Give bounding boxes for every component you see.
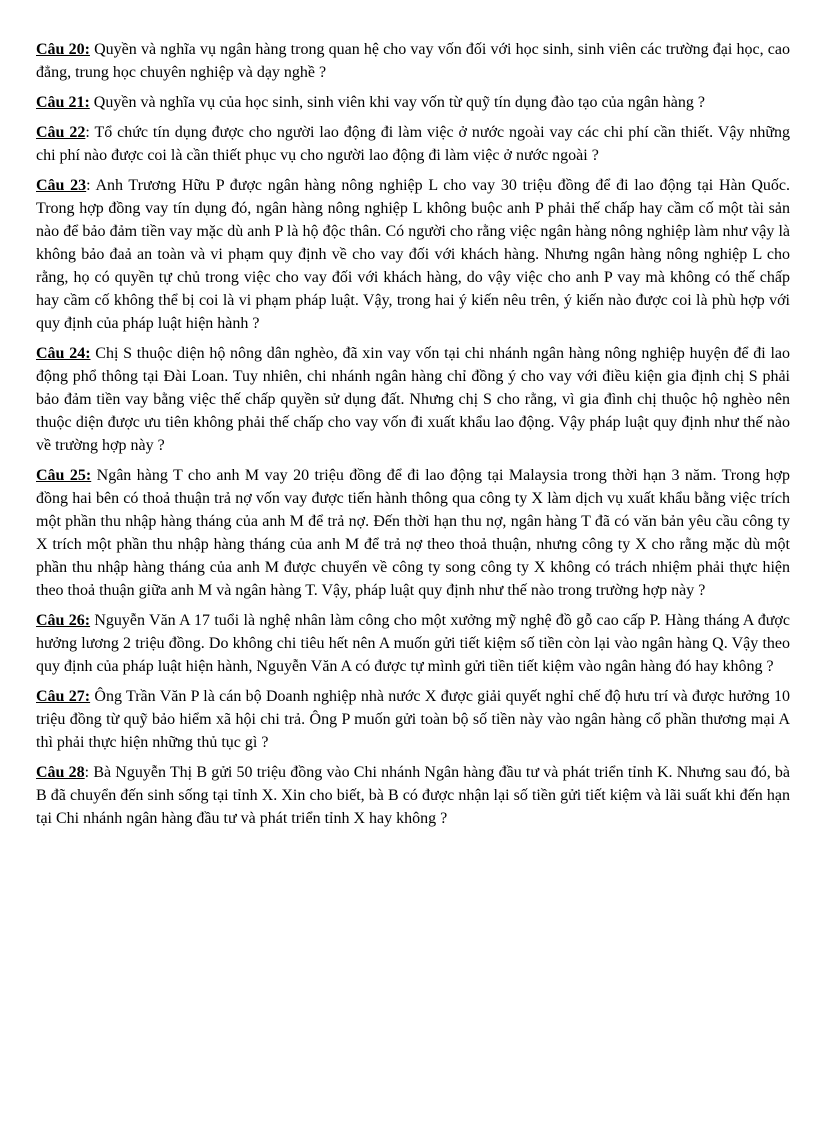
question-label: Câu 24: [36,345,91,362]
question-text: : Tổ chức tín dụng được cho người lao động đi làm việc ở nước ngoài vay các chi phí cần thiết. Vậy những chi phí nào được coi là cần thiết phục vụ cho người lao động đi làm việc ở nước ngoài ? [36,124,791,164]
question-21 [36,91,790,114]
question-label: Câu 21: [36,94,90,111]
question-text: : Anh Trương Hữu P được ngân hàng nông nghiệp L cho vay 30 triệu đồng để đi lao động tại Hàn Quốc. Trong hợp đồng vay tín dụng đó, ngân hàng nông nghiệp L không buộc anh P phải thế chấp hay cầm cố một tài sản nào để bảo đảm tiền vay mặc dù anh P là hộ độc thân. Có người cho rằng việc ngân hàng nông nghiệp làm như vậy là không bảo đaả an toàn và vi phạm quy định về cho vay đối với khách hàng. Nhưng ngân hàng nông nghiệp L cho rằng, họ có quyền tự chủ trong việc cho vay đối với khách hàng, do vậy việc cho anh P vay mà không có thế chấp hay cầm cố không thể bị coi là vi phạm pháp luật. Vậy, trong hai ý kiến nêu trên, ý kiến nào được coi là phù hợp với quy định của pháp luật hiện hành ? [36,177,790,332]
question-label: Câu 23 [36,177,87,194]
question-20 [36,38,790,84]
document-page [36,38,790,837]
question-label: Câu 27: [36,688,91,705]
question-text: Nguyễn Văn A 17 tuổi là nghệ nhân làm công cho một xưởng mỹ nghệ đồ gỗ cao cấp P. Hàng tháng A được hưởng lương 2 triệu đồng. Do không chi tiêu hết nên A muốn gửi tiết kiệm số tiền còn lại vào ngân hàng Q. Vậy theo quy định của pháp luật hiện hành, Nguyễn Văn A có được tự mình gửi tiền tiết kiệm vào ngân hàng đó hay không ? [36,612,790,675]
question-text: Chị S thuộc diện hộ nông dân nghèo, đã xin vay vốn tại chi nhánh ngân hàng nông nghiệp huyện để đi lao động phổ thông tại Đài Loan. Tuy nhiên, chi nhánh ngân hàng chỉ đồng ý cho vay với điều kiện gia định chị S phải bảo đảm tiền vay bằng việc thế chấp quyền sử dụng đất. Nhưng chị S cho rằng, vì gia đình chị thuộc hộ nghèo nên thuộc diện được ưu tiên không phải thế chấp cho vay vốn đi xuất khẩu lao động. Vậy pháp luật quy định như thế nào về trường hợp này ? [36,345,791,454]
question-text: : Bà Nguyễn Thị B gửi 50 triệu đồng vào Chi nhánh Ngân hàng đầu tư và phát triển tỉnh K. Nhưng sau đó, bà B đã chuyển đến sinh sống tại tỉnh X. Xin cho biết, bà B có được nhận lại số tiền gửi tiết kiệm và lãi suất khi đến hạn tại Chi nhánh ngân hàng đầu tư và phát triển tỉnh X hay không ? [36,764,791,827]
question-text: Ông Trần Văn P là cán bộ Doanh nghiệp nhà nước X được giải quyết nghỉ chế độ hưu trí và được hưởng 10 triệu đồng từ quỹ bảo hiểm xã hội chi trả. Ông P muốn gửi toàn bộ số tiền này vào ngân hàng cổ phần thương mại A thì phải thực hiện những thủ tục gì ? [36,688,791,751]
question-22 [36,121,790,167]
question-label: Câu 26: [36,612,91,629]
question-27 [36,685,790,754]
question-26 [36,609,790,678]
question-24 [36,342,790,457]
question-25 [36,464,790,602]
question-text: Quyền và nghĩa vụ của học sinh, sinh viên khi vay vốn từ quỹ tín dụng đào tạo của ngân hàng ? [89,94,705,111]
question-label: Câu 28 [36,764,85,781]
question-label: Câu 22 [36,124,86,141]
question-23 [36,174,790,335]
question-28 [36,761,790,830]
question-label: Câu 20: [36,41,90,58]
question-text: Ngân hàng T cho anh M vay 20 triệu đồng để đi lao động tại Malaysia trong thời hạn 3 năm. Trong hợp đồng hai bên có thoả thuận trả nợ vốn vay được tiến hành thông qua công ty X làm dịch vụ xuất khẩu bằng việc trích một phần thu nhập hàng tháng của anh M để trả nợ. Đến thời hạn thu nợ, ngân hàng T đã có văn bản yêu cầu công ty X trích một phần thu nhập hàng tháng của anh M để trả nợ theo thoả thuận, nhưng công ty X cho rằng mặc dù một phần thu nhập hàng tháng của anh M được chuyển về công ty song công ty X không có trách nhiệm phải thực hiện theo thoả thuận giữa anh M và ngân hàng T. Vậy, pháp luật quy định như thế nào trong trường hợp này ? [36,467,791,599]
question-label: Câu 25: [36,467,92,484]
question-text: Quyền và nghĩa vụ ngân hàng trong quan hệ cho vay vốn đối với học sinh, sinh viên các trường đại học, cao đẳng, trung học chuyên nghiệp và dạy nghề ? [36,41,790,81]
